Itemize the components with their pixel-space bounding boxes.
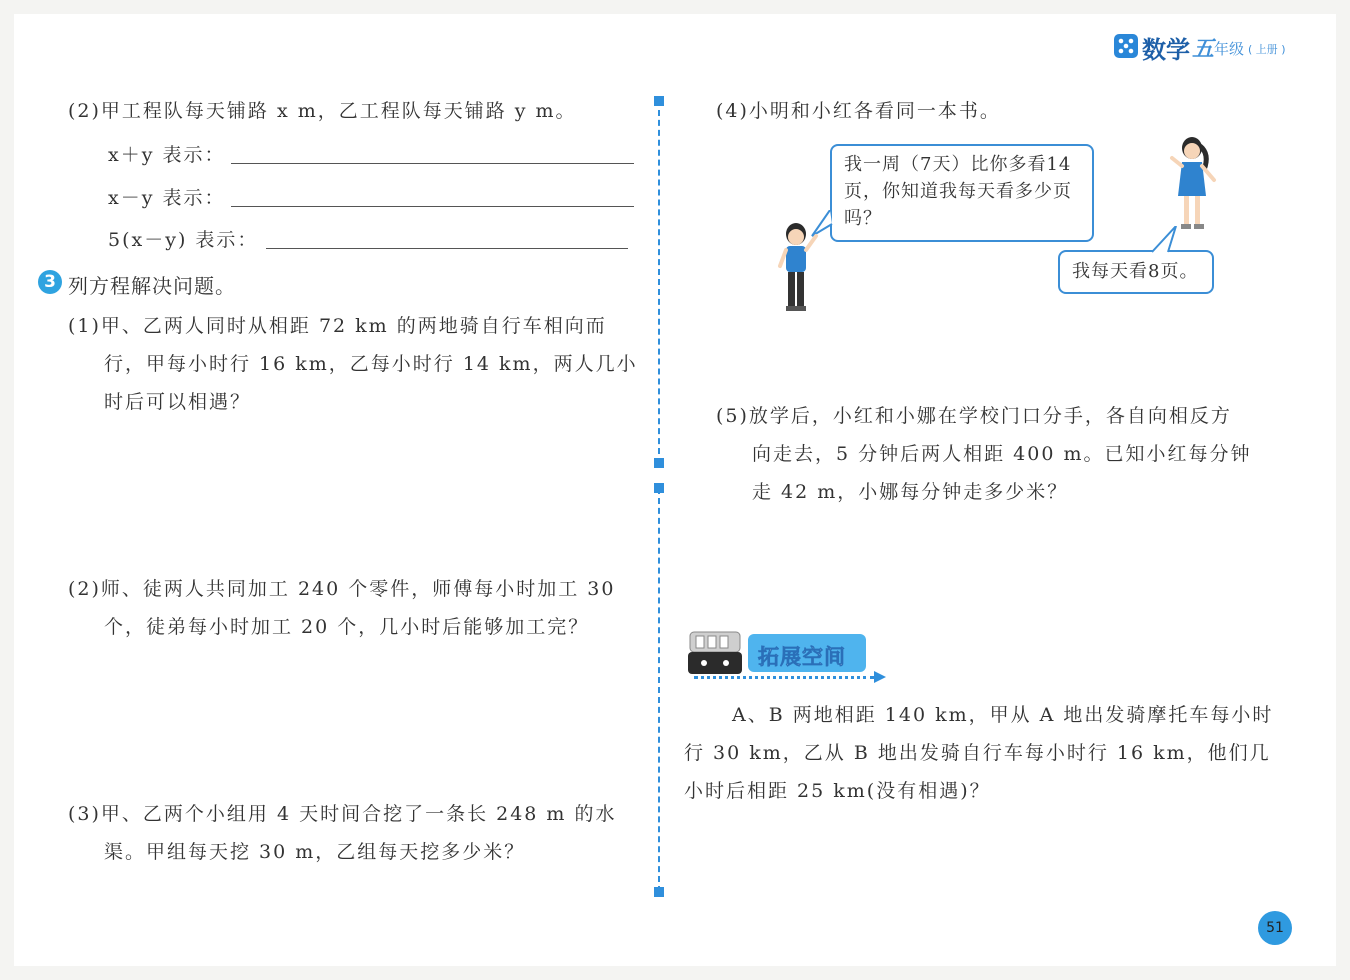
speech-bubble-text: 我一周（7天）比你多看14页，你知道我每天看多少页吗？ (844, 154, 1072, 229)
extension-line: 小时后相距 25 km(没有相遇)？ (684, 780, 991, 802)
banner-dotted-rule (694, 676, 874, 679)
robot-icon (686, 630, 744, 676)
section-title: 列方程解决问题。 (68, 274, 236, 298)
speech-bubble-text: 我每天看8页。 (1072, 261, 1199, 282)
extension-line: A、B 两地相距 140 km，甲从 A 地出发骑摩托车每小时 (732, 704, 1274, 726)
column-divider-bottom (658, 488, 660, 892)
problem-3-line: (3)甲、乙两个小组用 4 天时间合挖了一条长 248 m 的水 (68, 803, 617, 825)
extension-banner (748, 634, 866, 672)
problem-5-line: 走 42 m，小娜每分钟走多少米？ (752, 481, 1069, 503)
extension-title: 拓展空间 (758, 645, 846, 669)
problem-1-line: (1)甲、乙两人同时从相距 72 km 的两地骑自行车相向而 (68, 315, 607, 337)
divider-marker (654, 96, 664, 106)
expression-label: 5(x－y) 表示： (108, 229, 259, 251)
answer-line[interactable] (231, 206, 634, 207)
boy-illustration (774, 222, 820, 314)
problem-5-line: 向走去，5 分钟后两人相距 400 m。已知小红每分钟 (752, 443, 1252, 465)
section-number-badge: 3 (38, 270, 62, 294)
answer-line[interactable] (231, 163, 634, 164)
answer-line[interactable] (266, 248, 628, 249)
divider-marker (654, 483, 664, 493)
expression-label: x－y 表示： (108, 187, 226, 209)
problem-2-line: (2)师、徒两人共同加工 240 个零件，师傅每小时加工 30 (68, 578, 616, 600)
speech-bubble-girl (1058, 250, 1214, 294)
problem-4-title: (4)小明和小红各看同一本书。 (716, 100, 1001, 122)
column-divider-top (658, 100, 660, 464)
question-2-prompt: (2)甲工程队每天铺路 x m，乙工程队每天铺路 y m。 (68, 100, 577, 122)
extension-line: 行 30 km，乙从 B 地出发骑自行车每小时行 16 km，他们几 (684, 742, 1271, 764)
speech-bubble-boy (830, 144, 1094, 242)
arrow-right-icon (874, 671, 886, 683)
divider-marker (654, 458, 664, 468)
dice-icon (1114, 34, 1138, 58)
divider-marker (654, 887, 664, 897)
problem-5-line: (5)放学后，小红和小娜在学校门口分手，各自向相反方 (716, 405, 1232, 427)
expression-label: x＋y 表示： (108, 144, 226, 166)
problem-1-line: 时后可以相遇？ (104, 391, 252, 413)
page-number: 51 (1258, 911, 1292, 945)
header-volume: ( 上册 ) (1248, 43, 1286, 56)
problem-1-line: 行，甲每小时行 16 km，乙每小时行 14 km，两人几小 (104, 353, 638, 375)
problem-2-line: 个，徒弟每小时加工 20 个，几小时后能够加工完？ (104, 616, 590, 638)
header-subject: 数学 (1142, 36, 1190, 64)
header-grade-suffix: 年级 (1214, 40, 1245, 58)
header-grade: 五 (1192, 37, 1215, 62)
girl-illustration (1166, 136, 1220, 232)
problem-3-line: 渠。甲组每天挖 30 m，乙组每天挖多少米？ (104, 841, 526, 863)
